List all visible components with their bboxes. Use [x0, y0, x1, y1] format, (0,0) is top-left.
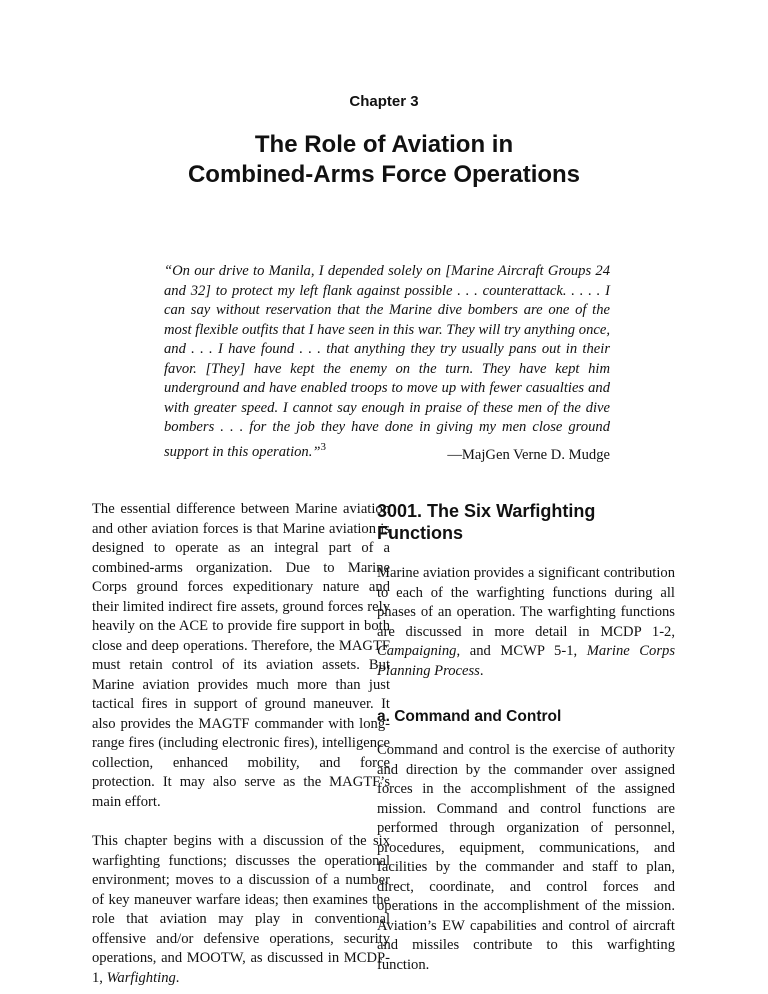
section-heading-3001: 3001. The Six Warfighting Functions	[377, 501, 596, 543]
quote-attribution: —MajGen Verne D. Mudge	[447, 447, 610, 463]
epigraph-quote	[164, 262, 610, 462]
functions-mid: , and MCWP 5-1,	[456, 643, 587, 659]
overview-end: .	[175, 969, 180, 986]
chapter-overview-paragraph	[92, 832, 390, 988]
right-column	[377, 500, 675, 975]
reference-planning-process: Marine Corps Planning Process	[377, 643, 675, 679]
chapter-title-line-1: The Role of Aviation in	[254, 131, 514, 158]
functions-end: .	[479, 662, 484, 679]
intro-paragraph: The essential difference between Marine aviation and other aviation forces is that Marine aviation is designed to operate as an integral part of a combined-arms organization. Due to Marine Corps ground forces expeditionary nature and their limited indirect fire assets, ground forces rely heavily on the ACE to provide fire support in both close and deep operations. Therefore, the MAGTF must retain control of its aviation assets. But Marine aviation provides much more than just tactical fires in support of ground maneuver. It also provides the MAGTF commander with long-range fires (including electronic fires), intelligence collection, enhanced mobility, and force protection. It may also serve as the MAGTF’s main effort.	[92, 501, 390, 810]
quote-text: “On our drive to Manila, I depended solely on [Marine Aircraft Groups 24 and 32] to protect my left flank against possible . . . counterattack. . . . . I can say without reservation that the Marine dive bombers are one of the most flexible outfits that I have seen in this war. They will try anything once, and . . . I have found . . . that anything they try usually pans out in their favor. [They] have kept the enemy on the turn. They have kept him underground and have enabled troops to move up with fewer casualties and with greater speed. I cannot say enough in praise of these men of the dive bombers . . . for the job they have done in giving my men close ground support in this operation.”	[164, 263, 610, 460]
subsection-heading-command-control: a. Command and Control	[377, 708, 562, 725]
functions-text: Marine aviation provides a significant contribution to each of the warfighting functions during all phases of an operation. The warfighting functions are discussed in more detail in MCDP 1-2,	[377, 565, 675, 640]
chapter-title-line-2: Combined-Arms Force Operations	[187, 161, 581, 188]
reference-warfighting: Warfighting	[106, 969, 176, 986]
chapter-label: Chapter 3	[349, 93, 419, 110]
command-control-paragraph: Command and control is the exercise of authority and direction by the commander over assigned forces in the accomplishment of the assigned mission. Command and control functions are performed through organization of personnel, procedures, equipment, communications, and facilities by the commander and staff to plan, direct, coordinate, and control forces and operations in the accomplishment of the mission. Aviation’s EW capabilities and control of aircraft and missiles contribute to this warfighting function.	[377, 742, 675, 973]
footnote-marker: 3	[320, 440, 326, 453]
overview-text: This chapter begins with a discussion of the six warfighting functions; discusses the operational environment; moves to a discussion of a number of key maneuver warfare ideas; then examines the role that aviation may play in conventional offensive and/or defensive operations, security operations, and MOOTW, as discussed in MCDP-1,	[92, 833, 390, 986]
left-column	[92, 500, 390, 988]
warfighting-functions-paragraph	[377, 564, 675, 681]
chapter-title	[0, 130, 768, 190]
reference-campaigning: Campaigning	[377, 643, 457, 659]
